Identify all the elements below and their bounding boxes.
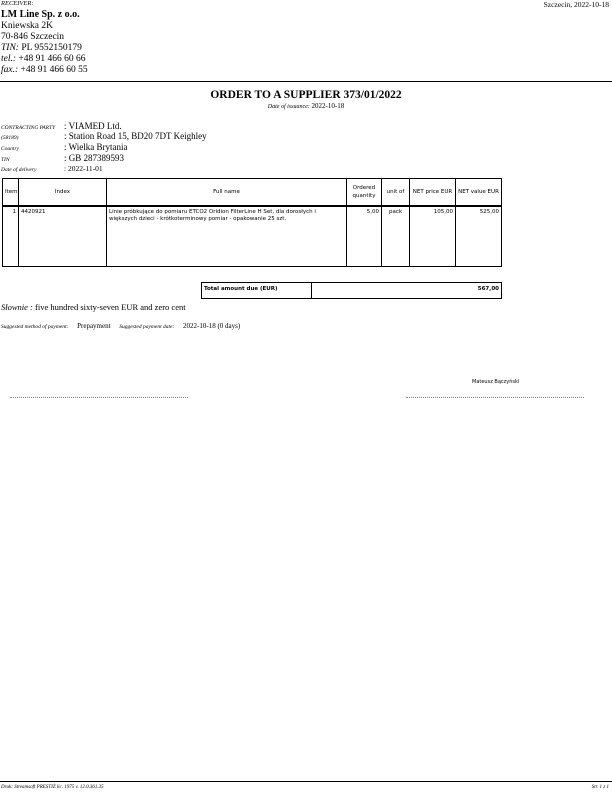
party-tin-value: : GB 287389593 xyxy=(64,153,125,163)
total-label: Total amount due (EUR) xyxy=(204,286,278,292)
receiver-tel-row xyxy=(1,54,86,64)
col-index-header: Index xyxy=(19,179,107,207)
cell-quantity: 5,00 xyxy=(347,206,382,266)
contracting-party-address: : Station Road 15, BD20 7DT Keighley xyxy=(64,131,207,141)
receiver-company: LM Line Sp. z o.o. xyxy=(1,9,80,20)
payment-method: Prepayment xyxy=(77,322,111,330)
document-title: ORDER TO A SUPPLIER 373/01/2022 xyxy=(210,89,402,101)
receiver-tin: PL 9552150179 xyxy=(21,43,82,53)
issuer-name: Mateusz Bączyński xyxy=(472,379,520,385)
contracting-party-name: : VIAMED Ltd. xyxy=(64,121,122,131)
cell-index: 4420921 xyxy=(19,206,107,266)
col-net-price-header: NET price EUR xyxy=(410,179,456,207)
amount-in-words: five hundred sixty-seven EUR and zero cent xyxy=(35,302,186,312)
total-divider xyxy=(311,283,312,298)
receiver-fax: +48 91 466 60 55 xyxy=(20,65,88,75)
receiver-label: RECEIVER: xyxy=(1,0,34,7)
col-quantity-header: Ordered quantity xyxy=(347,179,382,207)
receiver-street: Kniewska 2K xyxy=(1,21,53,31)
col-unit-header: unit of xyxy=(382,179,410,207)
delivery-label: Date of delivery xyxy=(1,167,37,173)
cell-unit: pack xyxy=(382,206,410,266)
signature-line-right xyxy=(406,397,584,398)
contracting-party-label: CONTRACTING PARTY xyxy=(1,125,56,131)
receiver-fax-label: fax.: xyxy=(1,65,19,75)
items-table xyxy=(2,178,502,267)
cell-net-value: 525,00 xyxy=(456,206,502,266)
receiver-fax-row xyxy=(1,65,88,75)
amount-in-words-label: Słownie : xyxy=(1,302,33,312)
table-row xyxy=(3,206,502,266)
receiver-tel: +48 91 466 60 66 xyxy=(18,54,86,64)
country-value: : Wielka Brytania xyxy=(64,142,128,152)
contracting-party-code: (58189) xyxy=(1,135,19,141)
payment-date: 2022-10-18 (0 days) xyxy=(183,322,241,330)
receiver-tin-row xyxy=(1,43,82,53)
amount-in-words-row xyxy=(1,302,186,312)
payment-method-label: Suggested method of payment: xyxy=(1,324,69,330)
footer-divider xyxy=(0,781,612,782)
footer-page-number: Str. 1 z 1 xyxy=(591,785,609,790)
col-net-value-header: NET value EUR xyxy=(456,179,502,207)
receiver-city: 70-846 Szczecin xyxy=(1,32,65,42)
table-header-row xyxy=(3,179,502,207)
issuance-row xyxy=(0,102,612,110)
country-label: Country xyxy=(1,146,20,152)
delivery-value: : 2022-11-01 xyxy=(64,164,103,173)
total-box xyxy=(201,282,502,299)
party-tin-label: TIN xyxy=(1,157,10,163)
col-full-name-header: Full name xyxy=(107,179,347,207)
col-item-header: Item xyxy=(3,179,19,207)
issuance-label: Date of issuance: xyxy=(267,104,310,110)
header-divider xyxy=(0,81,612,82)
cell-full-name: Linie próbkujące do pomiaru ETCO2 Oridion FilterLine H Set, dla dorosłych i większych dzieci - krótkoterminowy pomiar - opakowanie 25 szt. xyxy=(107,206,347,266)
signature-line-left xyxy=(10,397,188,398)
cell-item: 1 xyxy=(3,206,19,266)
footer-print-info: Druk: Streamsoft PRESTIŻ lic. 1975 v. 12.0.361.35 xyxy=(1,785,104,790)
payment-date-label: Suggested payment date: xyxy=(119,324,175,330)
payment-row xyxy=(1,322,240,330)
cell-net-price: 105,00 xyxy=(410,206,456,266)
place-date: Szczecin, 2022-10-18 xyxy=(543,0,609,9)
total-value: 567,00 xyxy=(477,286,499,292)
receiver-tel-label: tel.: xyxy=(1,54,17,64)
issuance-date: 2022-10-18 xyxy=(311,102,345,110)
receiver-tin-label: TIN: xyxy=(1,43,19,53)
